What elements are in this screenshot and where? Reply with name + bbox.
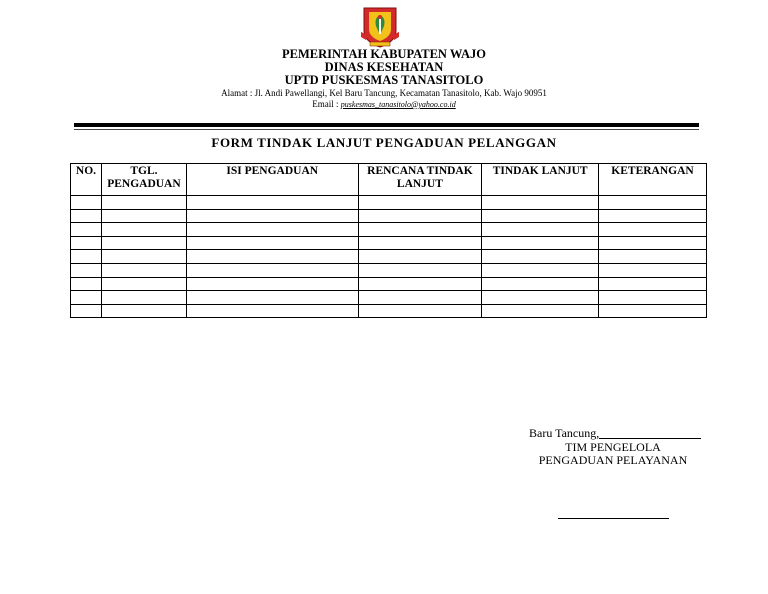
table-cell	[482, 223, 599, 237]
table-cell	[71, 209, 102, 223]
table-cell	[101, 209, 186, 223]
table-cell	[71, 196, 102, 210]
table-row	[71, 263, 707, 277]
table-cell	[599, 236, 707, 250]
col-header-isi-pengaduan: ISI PENGADUAN	[186, 164, 358, 196]
signature-blank-line	[558, 518, 669, 519]
table-cell	[101, 304, 186, 318]
table-cell	[101, 196, 186, 210]
header-line-dinas: DINAS KESEHATAN	[324, 60, 444, 74]
table-cell	[599, 291, 707, 305]
email-label: Email :	[312, 99, 341, 109]
table-cell	[186, 236, 358, 250]
table-cell	[358, 209, 482, 223]
header-line-pemerintah: PEMERINTAH KABUPATEN WAJO	[282, 47, 486, 61]
col-header-tindak-lanjut: TINDAK LANJUT	[482, 164, 599, 196]
table-row	[71, 236, 707, 250]
table-cell	[71, 236, 102, 250]
table-row	[71, 209, 707, 223]
table-row	[71, 277, 707, 291]
table-cell	[71, 250, 102, 264]
table-cell	[599, 263, 707, 277]
table-cell	[71, 291, 102, 305]
table-cell	[101, 263, 186, 277]
table-cell	[186, 250, 358, 264]
signature-place-date	[529, 427, 701, 439]
table-cell	[482, 291, 599, 305]
col-header-keterangan: KETERANGAN	[599, 164, 707, 196]
signature-place-label: Baru Tancung,	[529, 426, 600, 440]
signature-team-line1: TIM PENGELOLA	[565, 440, 661, 454]
table-cell	[101, 277, 186, 291]
kabupaten-wajo-emblem-icon	[360, 4, 400, 48]
col-header-rencana-tindak-lanjut: RENCANA TINDAK LANJUT	[358, 164, 482, 196]
table-cell	[71, 304, 102, 318]
table-cell	[71, 223, 102, 237]
table-cell	[358, 277, 482, 291]
table-cell	[186, 223, 358, 237]
table-cell	[599, 304, 707, 318]
table-cell	[186, 263, 358, 277]
table-cell	[358, 263, 482, 277]
col-header-no: NO.	[71, 164, 102, 196]
table-cell	[482, 196, 599, 210]
table-cell	[358, 250, 482, 264]
table-cell	[482, 263, 599, 277]
table-cell	[358, 304, 482, 318]
table-cell	[101, 223, 186, 237]
table-cell	[482, 277, 599, 291]
table-cell	[358, 236, 482, 250]
table-body	[71, 196, 707, 318]
table-cell	[101, 250, 186, 264]
complaint-table	[70, 163, 707, 318]
header-email	[0, 100, 768, 109]
table-cell	[101, 291, 186, 305]
table-cell	[599, 196, 707, 210]
table-header-row	[71, 164, 707, 196]
table-cell	[482, 209, 599, 223]
table-cell	[482, 304, 599, 318]
header-divider-thin	[74, 129, 699, 130]
table-cell	[186, 304, 358, 318]
table-row	[71, 291, 707, 305]
header-address: Alamat : Jl. Andi Pawellangi, Kel Baru Tancung, Kecamatan Tanasitolo, Kab. Wajo 90951	[221, 88, 547, 98]
header-divider-thick	[74, 123, 699, 127]
table-cell	[186, 196, 358, 210]
form-title: FORM TINDAK LANJUT PENGADUAN PELANGGAN	[211, 135, 557, 150]
table-cell	[358, 291, 482, 305]
email-link[interactable]: puskesmas_tanasitolo@yahoo.co.id	[340, 100, 456, 109]
table-cell	[186, 209, 358, 223]
table-cell	[358, 223, 482, 237]
table-cell	[358, 196, 482, 210]
date-blank-line	[599, 427, 701, 439]
table-cell	[599, 223, 707, 237]
table-cell	[599, 209, 707, 223]
table-cell	[482, 250, 599, 264]
table-cell	[71, 263, 102, 277]
col-header-tgl-pengaduan: TGL. PENGADUAN	[101, 164, 186, 196]
table-row	[71, 223, 707, 237]
table-row	[71, 304, 707, 318]
table-row	[71, 196, 707, 210]
header-line-uptd: UPTD PUSKESMAS TANASITOLO	[284, 73, 484, 87]
table-cell	[482, 236, 599, 250]
table-cell	[599, 277, 707, 291]
table-row	[71, 250, 707, 264]
signature-team-line2: PENGADUAN PELAYANAN	[538, 453, 688, 467]
table-cell	[186, 291, 358, 305]
table-cell	[186, 277, 358, 291]
table-cell	[71, 277, 102, 291]
table-cell	[101, 236, 186, 250]
table-cell	[599, 250, 707, 264]
